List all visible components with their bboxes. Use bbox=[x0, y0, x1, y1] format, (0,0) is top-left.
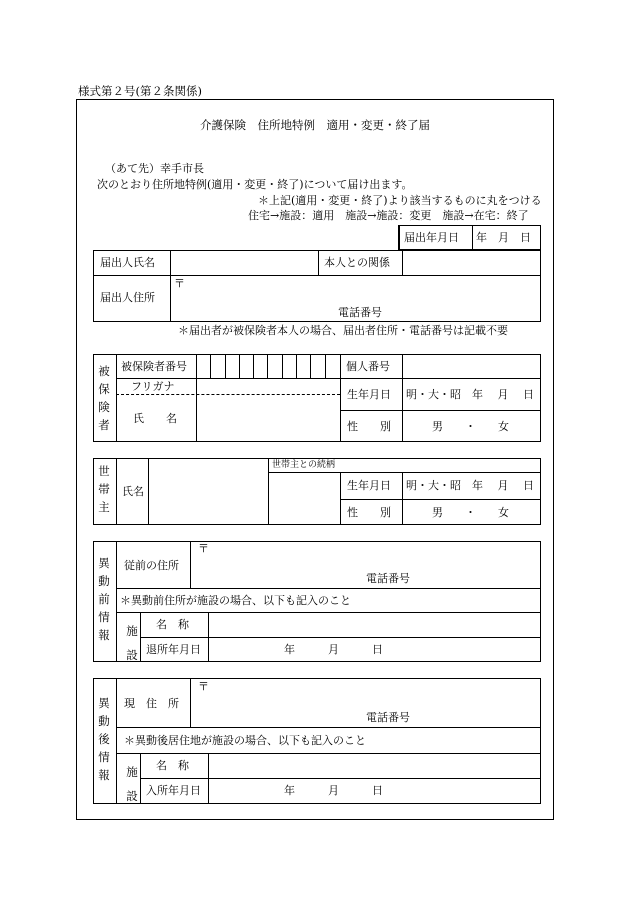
notify-date-field[interactable]: 年 月 日 bbox=[476, 231, 531, 244]
personal-number-field[interactable] bbox=[406, 356, 536, 376]
form-number: 様式第２号(第２条関係) bbox=[78, 84, 202, 98]
before-facility-name-field[interactable] bbox=[212, 615, 536, 634]
before-section-label: 異動前情報 bbox=[98, 556, 110, 642]
householder-birth-field[interactable]: 明・大・昭 年 月 日 bbox=[406, 479, 534, 492]
insured-section-label: 被保険者 bbox=[98, 364, 110, 432]
notifier-address-label: 届出人住所 bbox=[100, 291, 155, 304]
insured-birth-field[interactable]: 明・大・昭 年 月 日 bbox=[406, 388, 534, 401]
postal-mark: 〒 bbox=[174, 277, 185, 290]
after-address-label: 現 住 所 bbox=[124, 697, 179, 710]
before-address-label: 従前の住所 bbox=[124, 559, 179, 572]
notifier-name-field[interactable] bbox=[180, 253, 314, 272]
householder-section-label: 世帯主 bbox=[98, 464, 110, 514]
addressee: （あて先）幸手市長 bbox=[105, 162, 204, 175]
insured-number-field[interactable] bbox=[198, 356, 338, 376]
relation-field[interactable] bbox=[408, 253, 536, 272]
householder-name-label: 氏名 bbox=[122, 485, 144, 498]
after-phone-label: 電話番号 bbox=[366, 711, 410, 724]
before-phone-label: 電話番号 bbox=[366, 572, 410, 585]
furigana-label: フリガナ bbox=[131, 380, 175, 393]
phone-label: 電話番号 bbox=[338, 306, 382, 319]
householder-relation-label: 世帯主との続柄 bbox=[272, 460, 336, 470]
householder-name-field[interactable] bbox=[152, 462, 264, 520]
insured-sex-label: 性 別 bbox=[347, 420, 391, 433]
after-admission-label: 入所年月日 bbox=[146, 784, 201, 797]
before-facility-label: 施設 bbox=[126, 624, 138, 662]
notifier-name-label: 届出人氏名 bbox=[100, 256, 155, 269]
before-discharge-field[interactable]: 年 月 日 bbox=[284, 643, 383, 656]
after-facility-label: 施設 bbox=[126, 765, 138, 803]
after-address-field[interactable] bbox=[210, 690, 535, 706]
after-facility-note: ＊異動後居住地が施設の場合、以下も記入のこと bbox=[124, 734, 366, 747]
before-facility-note: ＊異動前住所が施設の場合、以下も記入のこと bbox=[120, 594, 351, 607]
householder-relation-field[interactable] bbox=[272, 476, 336, 520]
after-postal-mark: 〒 bbox=[198, 680, 209, 693]
after-facility-name-field[interactable] bbox=[212, 756, 536, 775]
after-facility-name-label: 名 称 bbox=[156, 759, 189, 772]
householder-sex-label: 性 別 bbox=[347, 506, 391, 519]
form-title: 介護保険 住所地特例 適用・変更・終了届 bbox=[200, 118, 430, 132]
statement: 次のとおり住所地特例(適用・変更・終了)について届け出ます。 bbox=[97, 178, 413, 191]
cases-note: 住宅→施設：適用 施設→施設：変更 施設→在宅：終了 bbox=[248, 209, 529, 222]
before-facility-name-label: 名 称 bbox=[156, 618, 189, 631]
personal-number-label: 個人番号 bbox=[346, 360, 390, 373]
householder-sex-field[interactable]: 男 ・ 女 bbox=[432, 506, 509, 519]
insured-name-field[interactable] bbox=[200, 398, 336, 438]
relation-label: 本人との関係 bbox=[324, 256, 390, 269]
circle-note: ＊上記(適用・変更・終了)より該当するものに丸をつける bbox=[258, 194, 542, 207]
notify-date-label: 届出年月日 bbox=[404, 231, 459, 244]
insured-name-label: 氏 名 bbox=[133, 412, 177, 425]
after-admission-field[interactable]: 年 月 日 bbox=[284, 784, 383, 797]
notifier-footnote: ＊届出者が被保険者本人の場合、届出者住所・電話番号は記載不要 bbox=[178, 324, 508, 337]
insured-number-label: 被保険者番号 bbox=[121, 360, 187, 373]
furigana-field[interactable] bbox=[200, 380, 336, 392]
insured-sex-field[interactable]: 男 ・ 女 bbox=[432, 420, 509, 433]
before-address-field[interactable] bbox=[210, 552, 535, 568]
after-section-label: 異動後情報 bbox=[98, 696, 110, 782]
householder-birth-label: 生年月日 bbox=[347, 479, 391, 492]
notifier-address-field[interactable] bbox=[185, 285, 535, 303]
before-discharge-label: 退所年月日 bbox=[146, 643, 201, 656]
before-postal-mark: 〒 bbox=[198, 542, 209, 555]
insured-birth-label: 生年月日 bbox=[347, 388, 391, 401]
